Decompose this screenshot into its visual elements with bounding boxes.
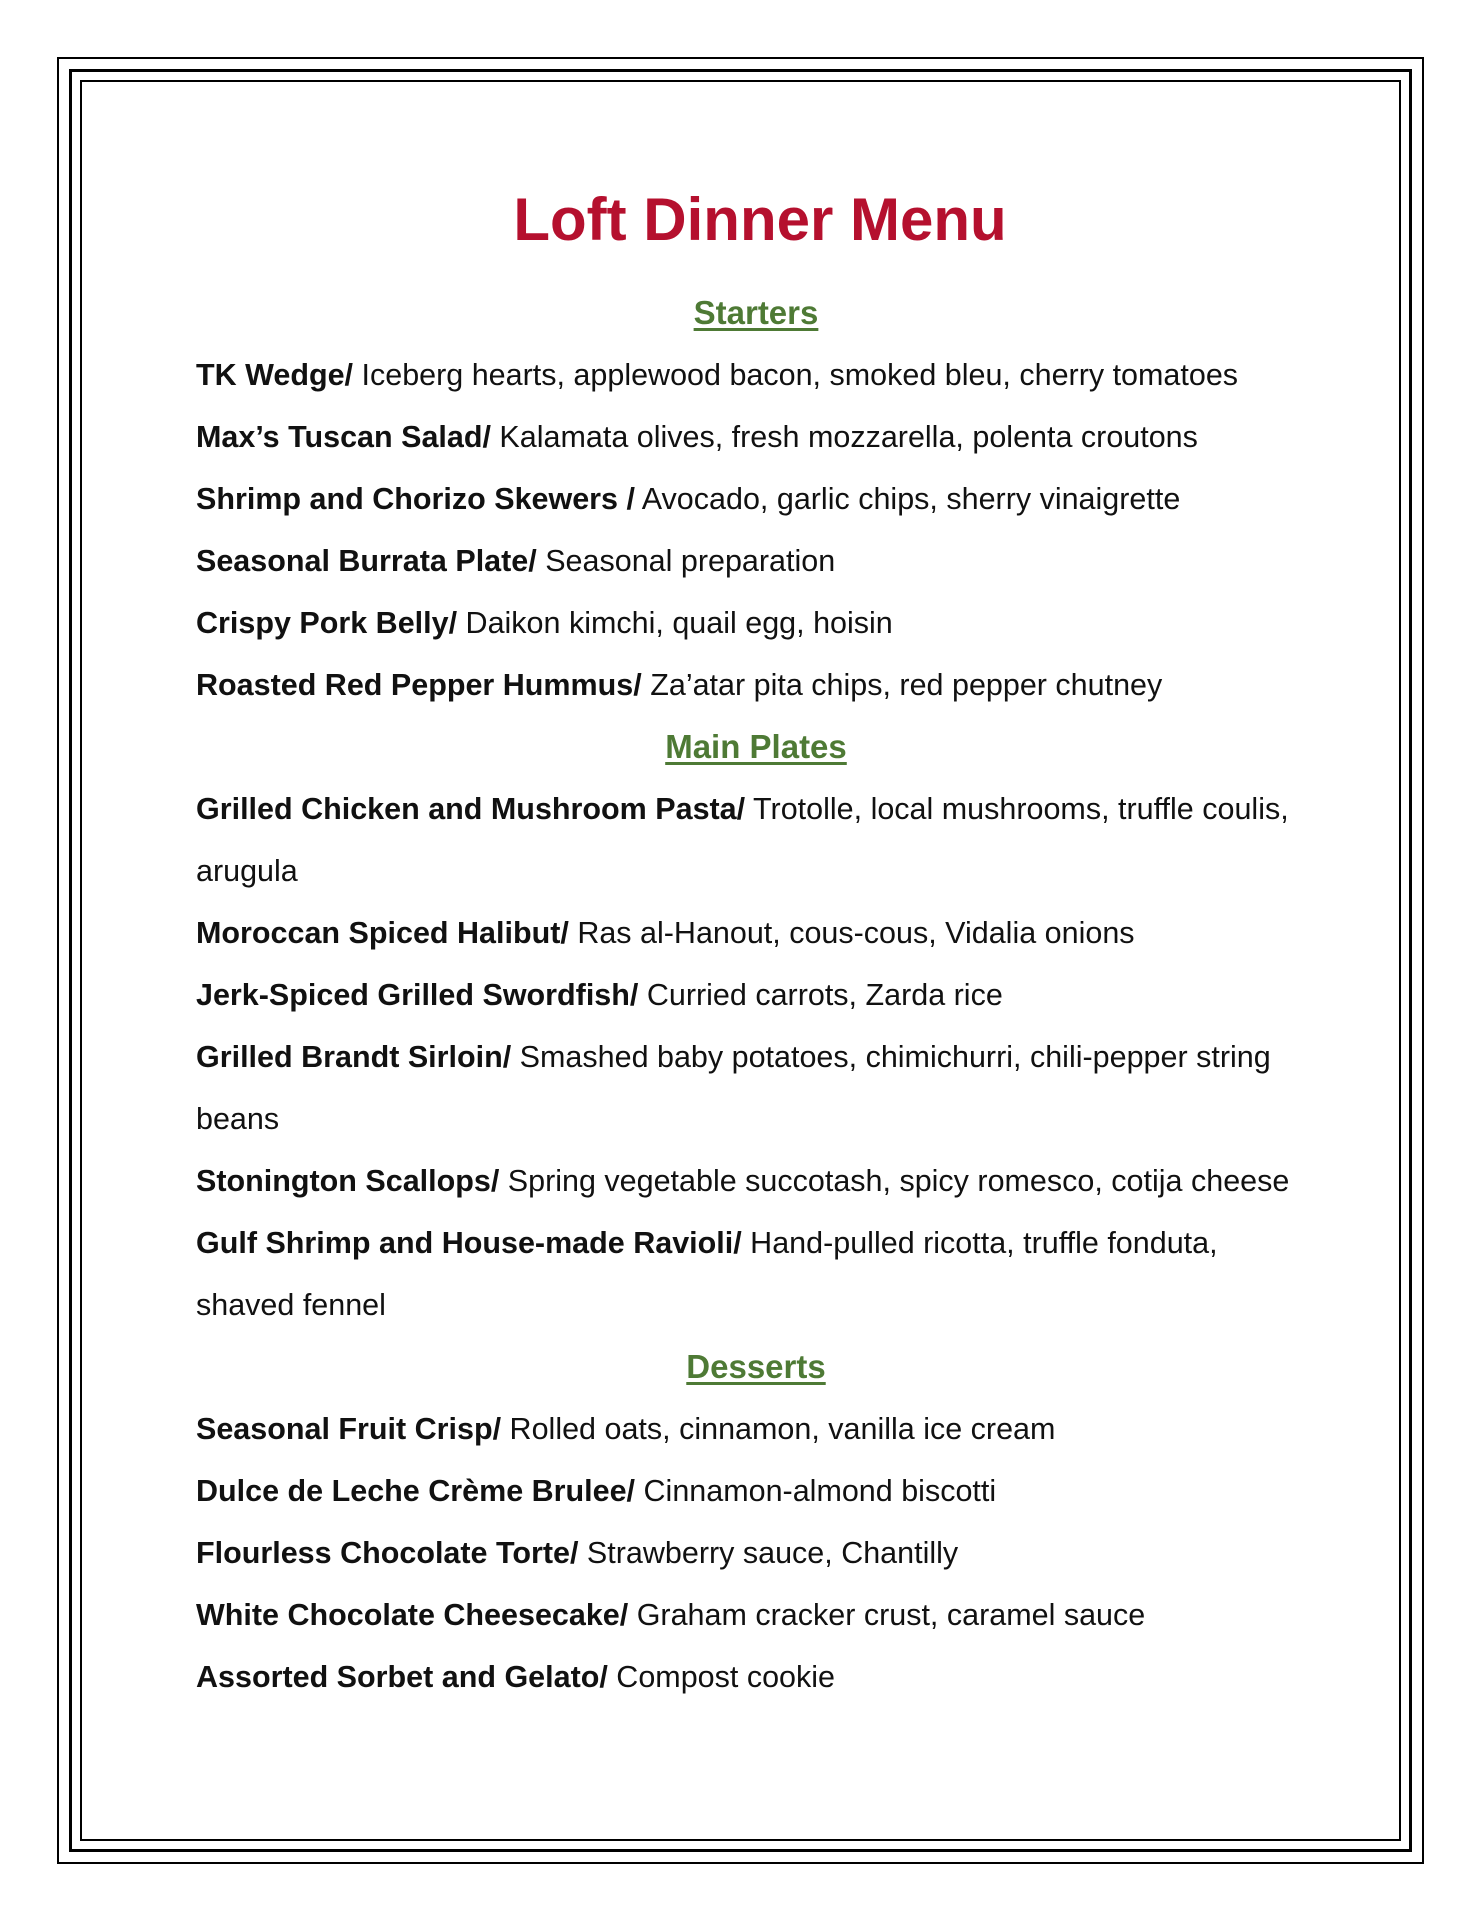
item-name: Moroccan Spiced Halibut/ — [196, 916, 569, 950]
menu-item — [196, 406, 1316, 468]
desserts-list — [196, 1398, 1316, 1708]
menu-item — [196, 1150, 1316, 1212]
menu-item — [196, 1026, 1316, 1150]
item-description: Hand-pulled ricotta, truffle fonduta, shaved fennel — [196, 1226, 1218, 1322]
item-name: Roasted Red Pepper Hummus/ — [196, 668, 642, 702]
menu-item — [196, 1646, 1316, 1708]
item-name: Assorted Sorbet and Gelato/ — [196, 1660, 608, 1694]
item-name: Flourless Chocolate Torte/ — [196, 1536, 579, 1570]
menu-item — [196, 778, 1316, 902]
item-description: Smashed baby potatoes, chimichurri, chili-pepper string beans — [196, 1040, 1271, 1136]
item-description: Graham cracker crust, caramel sauce — [628, 1598, 1146, 1632]
item-name: Max’s Tuscan Salad/ — [196, 420, 491, 454]
item-description: Avocado, garlic chips, sherry vinaigrette — [634, 482, 1181, 516]
section-heading-label: Starters — [693, 294, 819, 331]
section-heading-main-plates — [196, 716, 1316, 778]
item-description: Rolled oats, cinnamon, vanilla ice cream — [501, 1412, 1056, 1446]
item-name: Grilled Brandt Sirloin/ — [196, 1040, 512, 1074]
menu-item — [196, 344, 1316, 406]
item-name: Dulce de Leche Crème Brulee/ — [196, 1474, 636, 1508]
menu-item — [196, 1584, 1316, 1646]
menu-item — [196, 902, 1316, 964]
item-description: Strawberry sauce, Chantilly — [578, 1536, 959, 1570]
item-name: Grilled Chicken and Mushroom Pasta/ — [196, 792, 746, 826]
menu-item — [196, 1522, 1316, 1584]
section-heading-label: Desserts — [686, 1348, 826, 1385]
item-name: Crispy Pork Belly/ — [196, 606, 458, 640]
item-description: Daikon kimchi, quail egg, hoisin — [457, 606, 893, 640]
item-name: White Chocolate Cheesecake/ — [196, 1598, 629, 1632]
item-name: Seasonal Fruit Crisp/ — [196, 1412, 502, 1446]
menu-item — [196, 964, 1316, 1026]
item-description: Trotolle, local mushrooms, truffle coulis, arugula — [196, 792, 1289, 888]
item-description: Iceberg hearts, applewood bacon, smoked bleu, cherry tomatoes — [353, 358, 1239, 392]
item-name: Gulf Shrimp and House-made Ravioli/ — [196, 1226, 742, 1260]
item-name: Shrimp and Chorizo Skewers / — [196, 482, 635, 516]
item-description: Cinnamon-almond biscotti — [635, 1474, 997, 1508]
main-plates-list — [196, 778, 1316, 1336]
menu-item — [196, 468, 1316, 530]
menu-item — [196, 654, 1316, 716]
item-description: Spring vegetable succotash, spicy romesco, cotija cheese — [499, 1164, 1290, 1198]
menu-title: Loft Dinner Menu — [513, 186, 1007, 253]
item-description: Kalamata olives, fresh mozzarella, polenta croutons — [490, 420, 1198, 454]
starters-list — [196, 344, 1316, 716]
section-heading-starters — [196, 282, 1316, 344]
section-heading-desserts — [196, 1336, 1316, 1398]
item-name: Jerk-Spiced Grilled Swordfish/ — [196, 978, 639, 1012]
item-name: Seasonal Burrata Plate/ — [196, 544, 537, 578]
menu-item — [196, 530, 1316, 592]
item-name: Stonington Scallops/ — [196, 1164, 500, 1198]
menu-item — [196, 1460, 1316, 1522]
item-description: Compost cookie — [607, 1660, 835, 1694]
menu-content — [196, 170, 1316, 1708]
menu-item — [196, 1398, 1316, 1460]
item-name: TK Wedge/ — [196, 358, 354, 392]
menu-item — [196, 592, 1316, 654]
menu-item — [196, 1212, 1316, 1336]
item-description: Ras al-Hanout, cous-cous, Vidalia onions — [568, 916, 1135, 950]
item-description: Za’atar pita chips, red pepper chutney — [641, 668, 1163, 702]
item-description: Seasonal preparation — [536, 544, 836, 578]
item-description: Curried carrots, Zarda rice — [638, 978, 1003, 1012]
section-heading-label: Main Plates — [665, 728, 847, 765]
